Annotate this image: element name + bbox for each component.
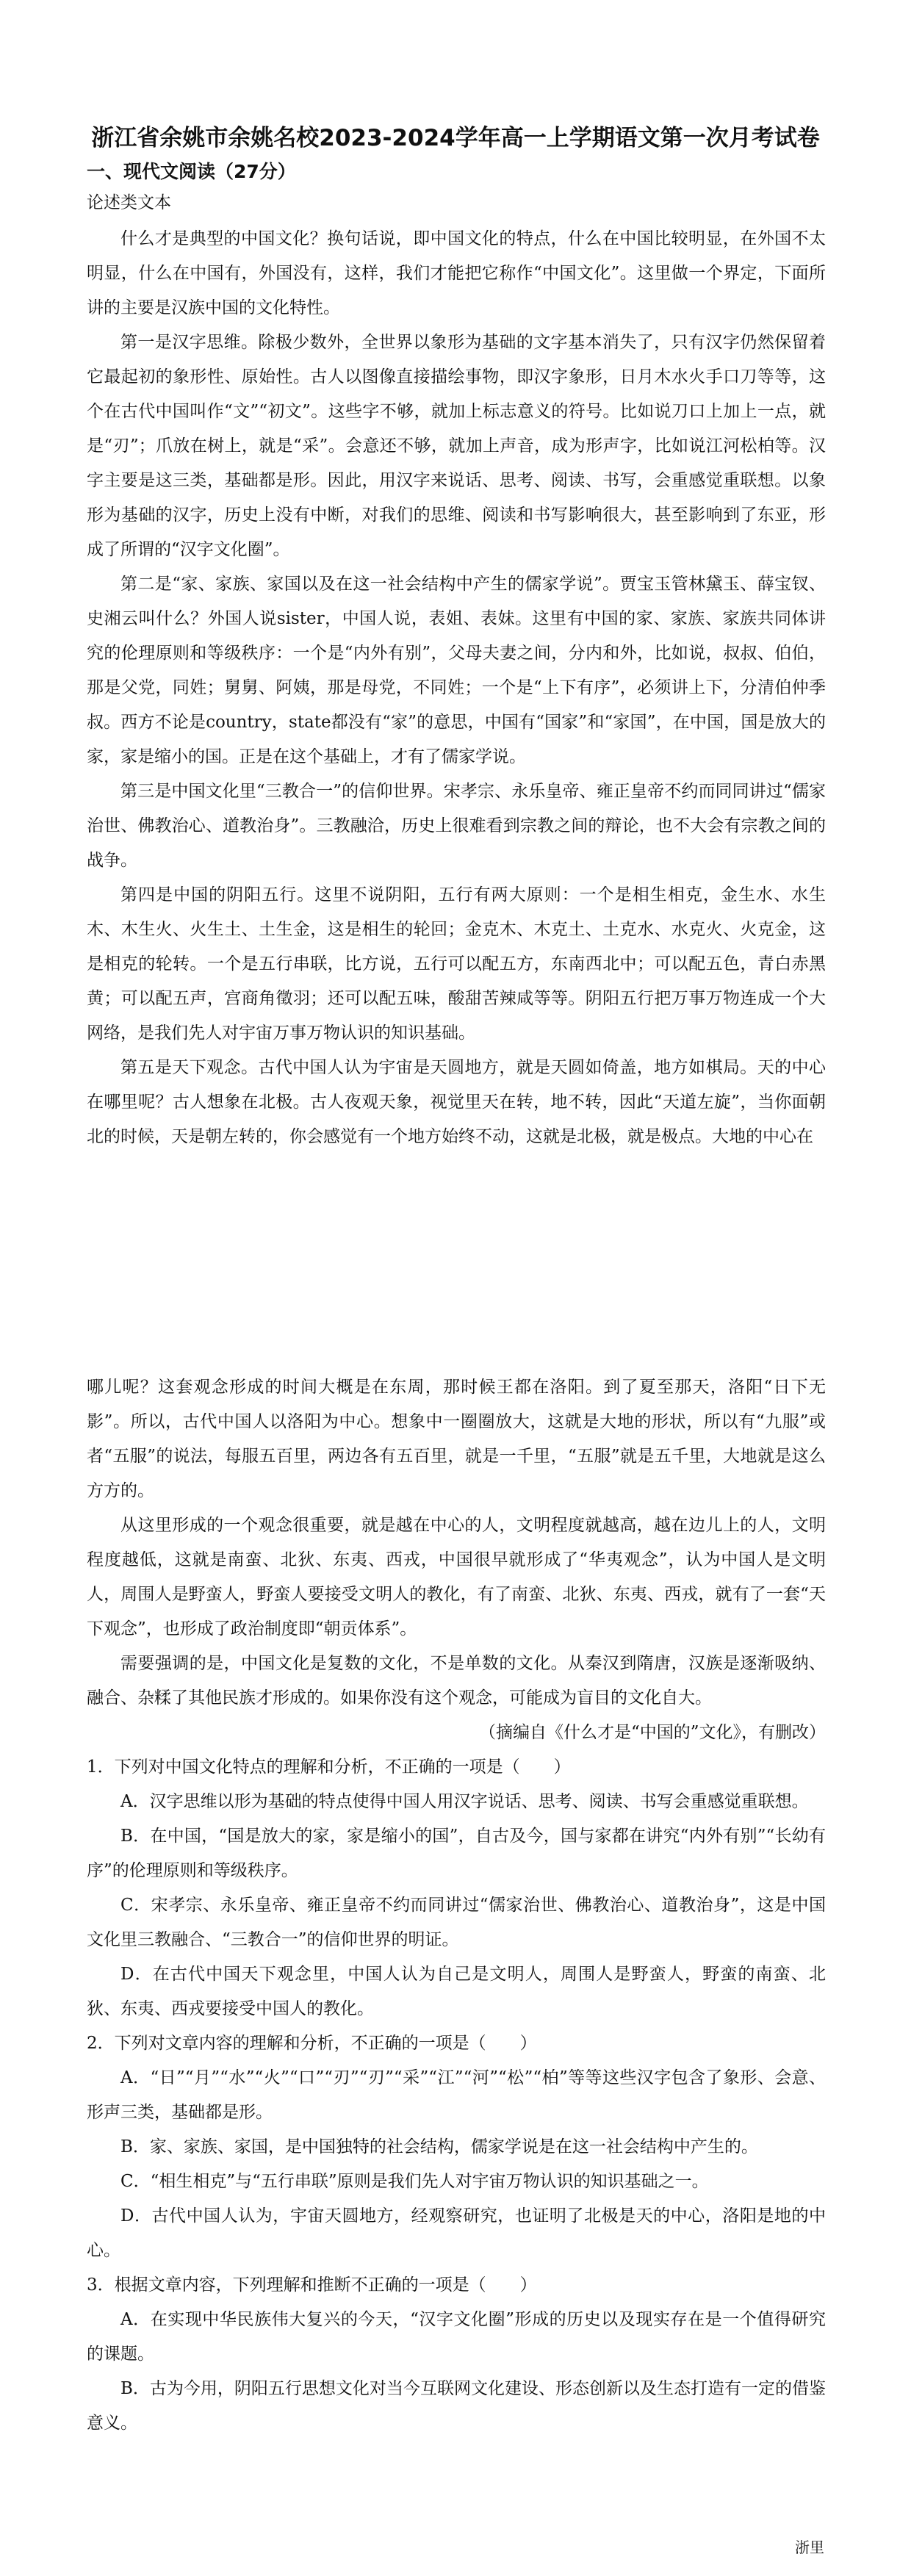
source-citation: （摘编自《什么才是“中国的”文化》，有删改） [478, 1723, 826, 1742]
question-option: D．古代中国人认为，宇宙天圆地方，经观察研究，也证明了北极是天的中心，洛阳是地的中心。 [87, 2206, 826, 2260]
page-footer: 浙里 [795, 2539, 824, 2556]
paragraph: 第一是汉字思维。除极少数外，全世界以象形为基础的文字基本消失了，只有汉字仍然保留着它最起初的象形性、原始性。古人以图像直接描绘事物，即汉字象形，日月木水火手口刀等等，这个在古代中国叫作“文”“初文”。这些字不够，就加上标志意义的符号。比如说刀口上加上一点，就是“刃”；爪放在树上，就是“采”。会意还不够，就加上声音，成为形声字，比如说江河松柏等。汉字主要是这三类，基础都是形。因此，用汉字来说话、思考、阅读、书写，会重感觉重联想。以象形为基础的汉字，历史上没有中断，对我们的思维、阅读和书写影响很大，甚至影响到了东亚，形成了所谓的“汉字文化圈”。 [87, 333, 826, 559]
question-stem: 3．根据文章内容，下列理解和推断不正确的一项是（ ） [87, 2275, 537, 2295]
question-option: C．“相生相克”与“五行串联”原则是我们先人对宇宙万物认识的知识基础之一。 [120, 2172, 709, 2191]
paragraph: 第五是天下观念。古代中国人认为宇宙是天圆地方，就是天圆如倚盖，地方如棋局。天的中心在哪里呢？古人想象在北极。古人夜观天象，视觉里天在转，地不转，因此“天道左旋”，当你面朝北的时候，天是朝左转的，你会感觉有一个地方始终不动，这就是北极，就是极点。大地的中心在 [87, 1058, 826, 1146]
question-1 [87, 1750, 826, 2026]
question-stem: 1．下列对中国文化特点的理解和分析，不正确的一项是（ ） [87, 1757, 571, 1777]
question-2 [87, 2026, 826, 2268]
paragraph: 从这里形成的一个观念很重要，就是越在中心的人，文明程度就越高，越在边儿上的人，文明程度越低，这就是南蛮、北狄、东夷、西戎，中国很早就形成了“华夷观念”，认为中国人是文明人，周围人是野蛮人，野蛮人要接受文明人的教化，有了南蛮、北狄、东夷、西戎，就有了一套“天下观念”，也形成了政治制度即“朝贡体系”。 [87, 1516, 826, 1638]
passage-label: 论述类文本 [87, 193, 171, 212]
passage-part-1 [87, 222, 826, 1154]
paragraph: 第三是中国文化里“三教合一”的信仰世界。宋孝宗、永乐皇帝、雍正皇帝不约而同同讲过“儒家治世、佛教治心、道教治身”。三教融洽，历史上很难看到宗教之间的辩论，也不大会有宗教之间的战争。 [87, 782, 826, 870]
paragraph: 什么才是典型的中国文化？换句话说，即中国文化的特点，什么在中国比较明显，在外国不太明显，什么在中国有，外国没有，这样，我们才能把它称作“中国文化”。这里做一个界定，下面所讲的主要是汉族中国的文化特性。 [87, 229, 826, 317]
question-option: B．在中国，“国是放大的家，家是缩小的国”，自古及今，国与家都在讲究“内外有别”“长幼有序”的伦理原则和等级秩序。 [87, 1827, 826, 1880]
question-option: D．在古代中国天下观念里，中国人认为自己是文明人，周围人是野蛮人，野蛮的南蛮、北狄、东夷、西戎要接受中国人的教化。 [87, 1965, 826, 2018]
paragraph: 需要强调的是，中国文化是复数的文化，不是单数的文化。从秦汉到隋唐，汉族是逐渐吸纳、融合、杂糅了其他民族才形成的。如果你没有这个观念，可能成为盲目的文化自大。 [87, 1654, 826, 1708]
paragraph: 第二是“家、家族、家国以及在这一社会结构中产生的儒家学说”。贾宝玉管林黛玉、薛宝钗、史湘云叫什么？外国人说sister，中国人说，表姐、表妹。这里有中国的家、家族、家族共同体讲究的伦理原则和等级秩序：一个是“内外有别”，父母夫妻之间，分内和外，比如说，叔叔、伯伯，那是父党，同姓；舅舅、阿姨，那是母党，不同姓；一个是“上下有序”，必须讲上下，分清伯仲季叔。西方不论是country，state都没有“家”的意思，中国有“国家”和“家国”，在中国，国是放大的家，家是缩小的国。正是在这个基础上，才有了儒家学说。 [87, 575, 826, 766]
question-option: A．在实现中华民族伟大复兴的今天，“汉字文化圈”形成的历史以及现实存在是一个值得研究的课题。 [87, 2310, 826, 2364]
question-option: B．家、家族、家国，是中国独特的社会结构，儒家学说是在这一社会结构中产生的。 [120, 2137, 758, 2156]
passage-part-2 [87, 1370, 826, 2441]
question-stem: 2．下列对文章内容的理解和分析，不正确的一项是（ ） [87, 2034, 537, 2053]
question-option: A．汉字思维以形为基础的特点使得中国人用汉字说话、思考、阅读、书写会重感觉重联想。 [120, 1792, 809, 1811]
question-option: C．宋孝宗、永乐皇帝、雍正皇帝不约而同讲过“儒家治世、佛教治心、道教治身”，这是中国文化里三教融合、“三教合一”的信仰世界的明证。 [87, 1896, 826, 1949]
section-heading: 一、现代文阅读（27分） [87, 161, 296, 182]
paragraph: 哪儿呢？这套观念形成的时间大概是在东周，那时候王都在洛阳。到了夏至那天，洛阳“日下无影”。所以，古代中国人以洛阳为中心。想象中一圈圈放大，这就是大地的形状，所以有“九服”或者“五服”的说法，每服五百里，两边各有五百里，就是一千里，“五服”就是五千里，大地就是这么方方的。 [87, 1378, 826, 1500]
question-3 [87, 2268, 826, 2441]
paragraph: 第四是中国的阴阳五行。这里不说阴阳，五行有两大原则：一个是相生相克，金生水、水生木、木生火、火生土、土生金，这是相生的轮回；金克木、木克土、土克水、水克火、火克金，这是相克的轮转。一个是五行串联，比方说，五行可以配五方，东南西北中；可以配五色，青白赤黑黄；可以配五声，宫商角徵羽；还可以配五味，酸甜苦辣咸等等。阴阳五行把万事万物连成一个大网络，是我们先人对宇宙万事万物认识的知识基础。 [87, 885, 826, 1043]
question-option: A．“日”“月”“水”“火”“口”“刃”“刃”“采”“江”“河”“松”“柏”等等这些汉字包含了象形、会意、形声三类，基础都是形。 [87, 2068, 826, 2122]
page-title: 浙江省余姚市余姚名校2023-2024学年高一上学期语文第一次月考试卷 [91, 125, 820, 151]
question-option: B．古为今用，阴阳五行思想文化对当今互联网文化建设、形态创新以及生态打造有一定的借鉴意义。 [87, 2379, 826, 2433]
